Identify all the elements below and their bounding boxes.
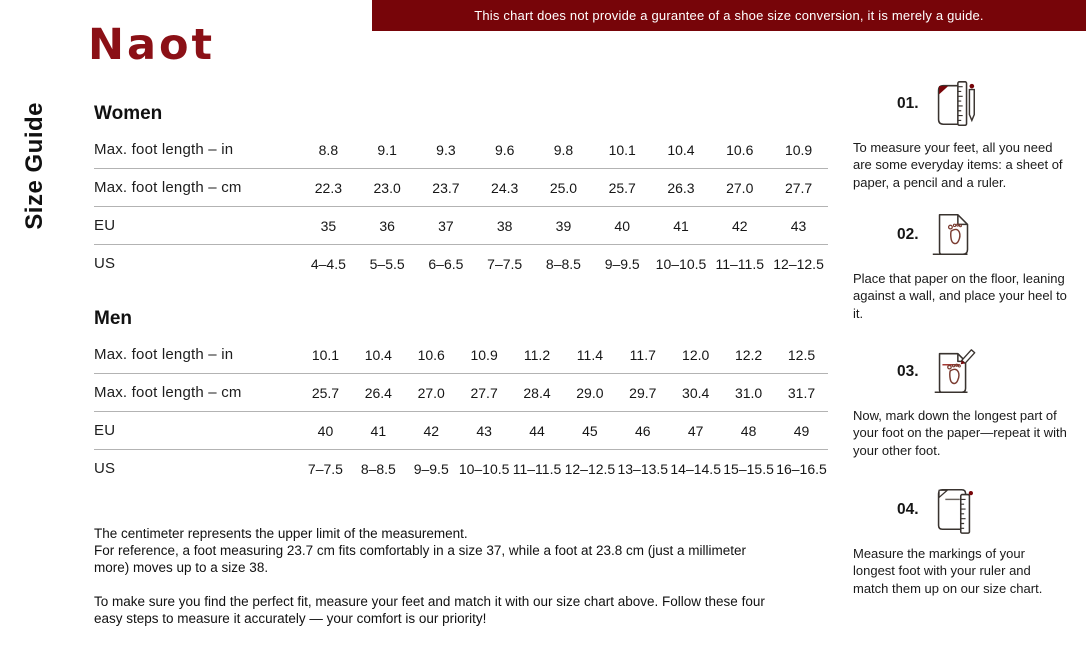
table-row [94,207,828,245]
step-04-header [853,481,1067,539]
size-value-cell: 41 [352,412,405,450]
size-value-cell: 10.1 [299,336,352,374]
size-value-cell: 23.7 [417,169,476,207]
size-value-cell: 10.9 [458,336,511,374]
size-value-cell: 11–11.5 [715,255,764,272]
men-section [94,308,828,487]
size-value-cell: 46 [616,412,669,450]
size-value-cell: 42 [710,207,769,245]
row-label: Max. foot length – in [94,131,299,169]
size-value-cell: 22.3 [299,169,358,207]
size-value-cell: 37 [417,207,476,245]
size-value-cell: 29.7 [616,374,669,412]
size-value-cell: 9.3 [417,131,476,169]
size-value-cell: 43 [458,412,511,450]
size-value-cell: 9.1 [358,131,417,169]
measuring-steps-sidebar [853,75,1067,665]
size-value-cell: 10.6 [405,336,458,374]
step-03 [853,343,1067,459]
size-value-cell: 10.9 [769,131,828,169]
size-value-cell: 45 [563,412,616,450]
size-value-cell: 8–8.5 [360,460,396,477]
women-size-table [94,131,828,282]
size-value-cell: 8.8 [299,131,358,169]
row-label: EU [94,207,299,245]
size-value-cell: 11–11.5 [512,460,562,477]
size-value-cell: 7–7.5 [487,255,523,272]
size-value-cell: 31.0 [722,374,775,412]
step-02 [853,206,1067,322]
table-row [94,169,828,207]
size-value-cell: 38 [475,207,534,245]
size-value-cell: 41 [652,207,711,245]
size-value-cell: 40 [593,207,652,245]
size-value-cell: 9–9.5 [413,460,449,477]
size-value-cell: 11.7 [616,336,669,374]
size-value-cell: 12–12.5 [564,460,616,477]
row-label: EU [94,412,299,450]
size-value-cell: 7–7.5 [307,460,343,477]
row-label: US [94,460,116,477]
step-02-header [853,206,1067,264]
paper-ruler-icon [927,483,981,537]
size-value-cell: 15–15.5 [723,460,774,477]
size-value-cell: 28.4 [511,374,564,412]
size-value-cell: 29.0 [563,374,616,412]
size-value-cell: 12.2 [722,336,775,374]
size-value-cell: 36 [358,207,417,245]
women-section [94,103,828,282]
size-value-cell: 10.1 [593,131,652,169]
paper-footprint-pencil-icon [927,345,981,399]
size-value-cell: 25.7 [593,169,652,207]
size-value-cell: 13–13.5 [617,460,669,477]
size-value-cell: 10.4 [652,131,711,169]
size-value-cell: 23.0 [358,169,417,207]
size-guide-vertical-label: Size Guide [21,102,48,230]
step-02-text: Place that paper on the floor, leaning against a wall, and place your heel to it. [853,271,1067,321]
size-value-cell: 11.2 [511,336,564,374]
step-03-header [853,343,1067,401]
size-value-cell: 10.4 [352,336,405,374]
disclaimer-banner [372,0,1086,31]
step-02-number: 02. [897,226,919,243]
step-01-text: To measure your feet, all you need are some everyday items: a sheet of paper, a pencil and a ruler. [853,140,1063,190]
size-chart-content [94,103,828,627]
step-01-number: 01. [897,95,919,112]
size-value-cell: 43 [769,207,828,245]
size-value-cell: 49 [775,412,828,450]
size-value-cell: 9.6 [475,131,534,169]
size-value-cell: 9.8 [534,131,593,169]
table-row [94,131,828,169]
size-value-cell: 35 [299,207,358,245]
row-label: Max. foot length – in [94,336,299,374]
table-row [94,450,828,488]
size-value-cell: 24.3 [475,169,534,207]
men-section-title: Men [94,308,132,329]
step-01 [853,75,1067,191]
size-value-cell: 39 [534,207,593,245]
note-measurement: The centimeter represents the upper limit of the measurement. For reference, a foot measuring 23.7 cm fits comfortably in a size 37, while a foot at 23.8 cm (just a millimeter more) moves up to a size 38. [94,526,747,575]
size-value-cell: 25.0 [534,169,593,207]
row-label: US [94,255,116,272]
step-01-header [853,75,1067,133]
paper-ruler-pencil-icon [927,77,981,131]
size-value-cell: 47 [669,412,722,450]
naot-logo: Naot [88,20,216,70]
table-row [94,374,828,412]
row-label: Max. foot length – cm [94,374,299,412]
size-value-cell: 42 [405,412,458,450]
size-value-cell: 9–9.5 [604,255,640,272]
step-03-number: 03. [897,363,919,380]
size-value-cell: 10–10.5 [458,460,510,477]
size-value-cell: 26.3 [652,169,711,207]
footnotes [94,525,772,627]
size-value-cell: 40 [299,412,352,450]
table-row [94,336,828,374]
size-value-cell: 27.7 [769,169,828,207]
size-value-cell: 25.7 [299,374,352,412]
size-value-cell: 27.0 [405,374,458,412]
size-value-cell: 10–10.5 [655,255,707,272]
table-row [94,412,828,450]
size-value-cell: 14–14.5 [670,460,721,477]
step-04-number: 04. [897,501,919,518]
men-size-table [94,336,828,487]
step-04 [853,481,1067,597]
size-value-cell: 26.4 [352,374,405,412]
note-instructions: To make sure you find the perfect fit, measure your feet and match it with our size chart above. Follow these four easy steps to measure it accurately — your comfort is our priority! [94,594,765,626]
step-04-text: Measure the markings of your longest foot with your ruler and match them up on our size chart. [853,546,1043,596]
size-value-cell: 16–16.5 [776,460,827,477]
women-section-title: Women [94,103,163,124]
size-value-cell: 11.4 [563,336,616,374]
size-value-cell: 12–12.5 [773,255,824,272]
size-value-cell: 5–5.5 [369,255,405,272]
size-value-cell: 27.0 [710,169,769,207]
row-label: Max. foot length – cm [94,169,299,207]
size-value-cell: 31.7 [775,374,828,412]
size-value-cell: 6–6.5 [428,255,464,272]
size-value-cell: 30.4 [669,374,722,412]
size-value-cell: 12.0 [669,336,722,374]
disclaimer-text: This chart does not provide a gurantee of a shoe size conversion, it is merely a guide. [474,8,984,23]
size-value-cell: 12.5 [775,336,828,374]
size-value-cell: 27.7 [458,374,511,412]
step-03-text: Now, mark down the longest part of your foot on the paper—repeat it with your other foot. [853,408,1067,458]
paper-footprint-icon [927,208,981,262]
size-value-cell: 44 [511,412,564,450]
size-value-cell: 48 [722,412,775,450]
size-value-cell: 4–4.5 [310,255,346,272]
size-value-cell: 8–8.5 [545,255,581,272]
table-row [94,245,828,283]
size-value-cell: 10.6 [710,131,769,169]
